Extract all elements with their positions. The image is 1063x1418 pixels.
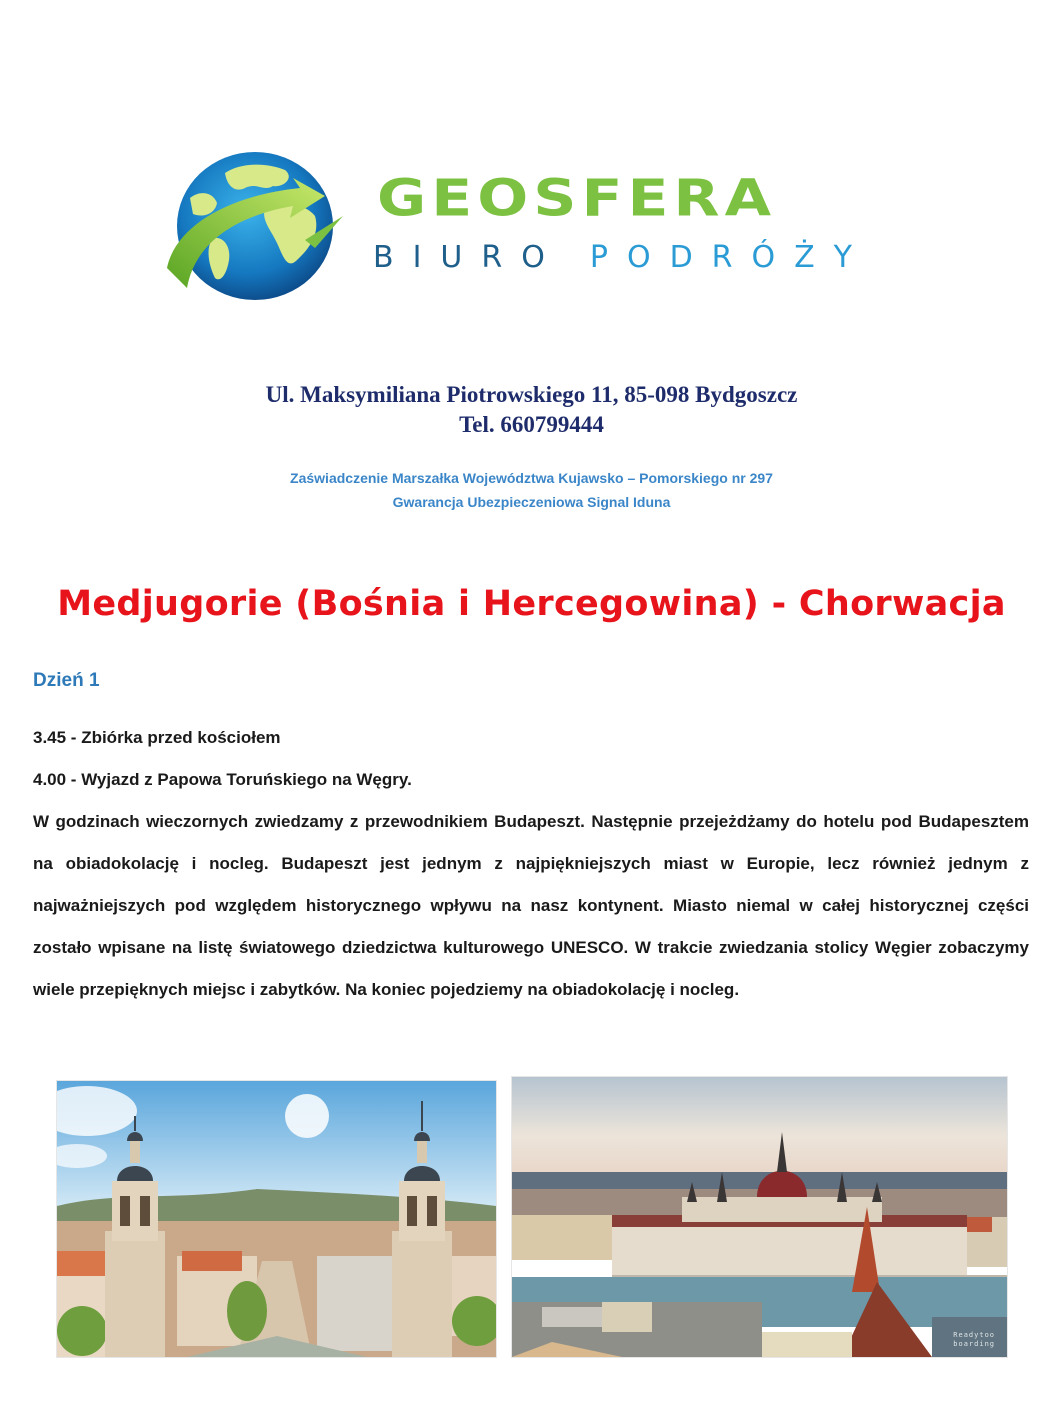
guarantee-line: Gwarancja Ubezpieczeniowa Signal Iduna: [392, 494, 671, 510]
company-logo: [160, 145, 920, 305]
brand-subtitle: [373, 240, 871, 275]
trip-title: Medjugorie (Bośnia i Hercegowina) - Chorwacja: [57, 584, 1006, 624]
address-line: Ul. Maksymiliana Piotrowskiego 11, 85-098 Bydgoszcz: [265, 382, 798, 407]
certificates-block: [0, 466, 1063, 514]
photo-budapest-basilica: [56, 1080, 497, 1358]
day-description: W godzinach wieczornych zwiedzamy z przewodnikiem Budapeszt. Następnie przejeżdżamy do hotelu pod Budapesztem na obiadokolację i nocleg. Budapeszt jest jednym z najpiękniejszych miast w Europie, lecz również jednym z najważniejszych pod względem historycznego wpływu na nasz kontynent. Miasto niemal w całej historycznej części zostało wpisane na listę światowego dziedzictwa kulturowego UNESCO. W trakcie zwiedzania stolicy Węgier zobaczymy wiele przepięknych miejsc i zabytków. Na koniec pojedziemy na obiadokolację i nocleg.: [33, 812, 1029, 999]
day-heading: Dzień 1: [33, 670, 100, 691]
globe-with-arrow-icon: [165, 148, 345, 303]
certificate-line: Zaświadczenie Marszałka Województwa Kujawsko – Pomorskiego nr 297: [290, 470, 773, 486]
schedule-item: 3.45 - Zbiórka przed kościołem: [33, 728, 281, 747]
brand-subtitle-word1: BIURO: [373, 240, 564, 275]
contact-block: [0, 380, 1063, 440]
schedule-item: 4.00 - Wyjazd z Papowa Toruńskiego na Węgry.: [33, 770, 412, 789]
brand-subtitle-word2: PODRÓŻY: [589, 240, 871, 275]
photo-watermark: Readytoo boarding: [953, 1331, 995, 1348]
photo-budapest-parliament: [511, 1076, 1008, 1358]
phone-line: Tel. 660799444: [459, 412, 604, 437]
day-content: [33, 717, 1029, 1011]
brand-name: GEOSFERA: [377, 168, 777, 229]
